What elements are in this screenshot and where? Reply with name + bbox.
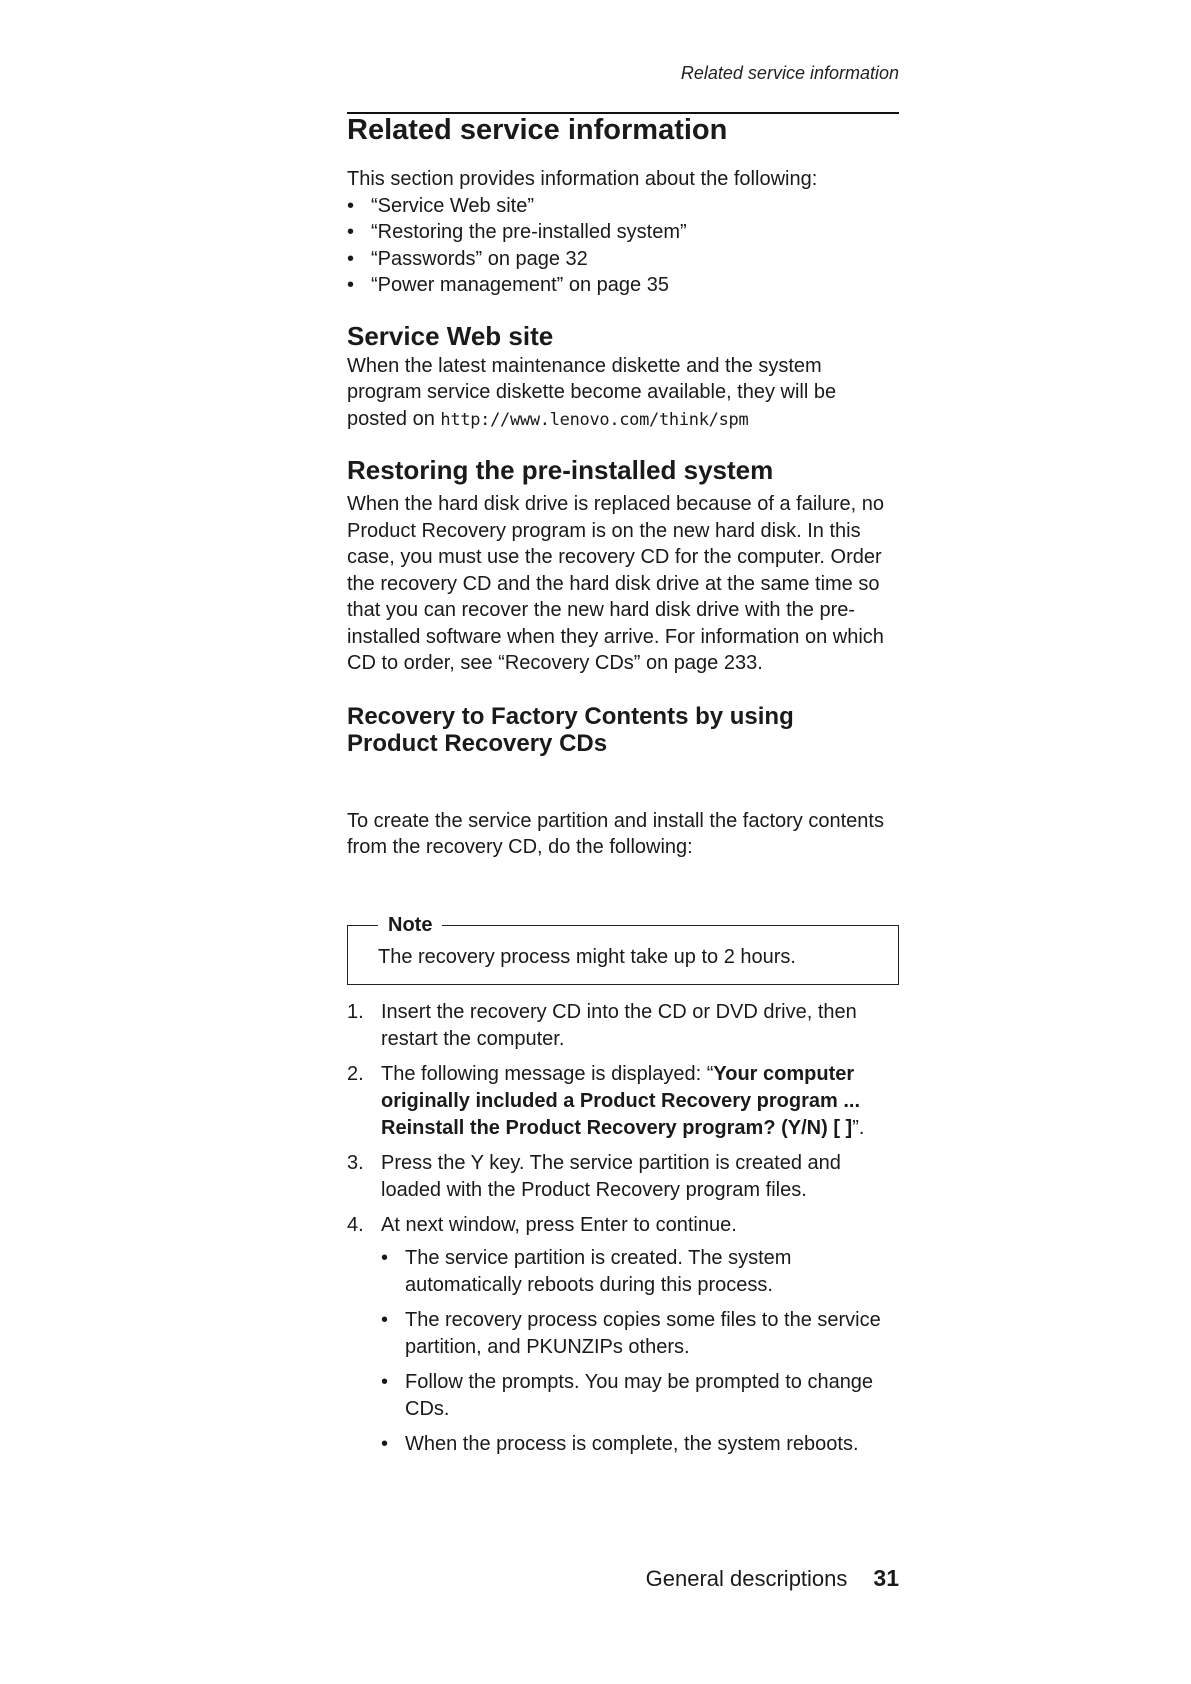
running-head: Related service information [680, 63, 899, 83]
note-box [347, 913, 899, 985]
recovery-heading-line2: Product Recovery CDs [347, 729, 608, 757]
step-text: Insert the recovery CD into the CD or DVD drive, then restart the computer. [381, 1000, 857, 1050]
recovery-heading-line1: Recovery to Factory Contents by using [347, 702, 794, 730]
subsection-heading-recovery [347, 703, 899, 757]
note-title: Note [378, 912, 442, 938]
list-item: • “Power management” on page 35 [347, 272, 899, 299]
service-web-site-body: When the latest maintenance diskette and the system program service diskette become available, they will be posted on [347, 354, 837, 430]
step-item [347, 1150, 899, 1204]
step-number: 2. [347, 1062, 364, 1085]
step-number: 4. [347, 1213, 364, 1236]
section-heading-restoring: Restoring the pre-installed system [347, 455, 774, 485]
step-text-post: ”. [852, 1116, 865, 1139]
page-footer [347, 1565, 899, 1592]
page-content [347, 116, 899, 1466]
section-heading-related-service: Related service information [347, 114, 728, 146]
recovery-steps [347, 999, 899, 1458]
step-message: Your computer originally included a Product Recovery program ... Reinstall the Product Recovery program? (Y/N) [ ] [381, 1062, 861, 1139]
topic-list [347, 193, 899, 299]
step-item [347, 999, 899, 1053]
note-text: The recovery process might take up to 2 hours. [378, 945, 796, 968]
step-number: 1. [347, 1000, 364, 1023]
step-number: 3. [347, 1151, 364, 1174]
step-text: Press the Y key. The service partition is created and loaded with the Product Recovery program files. [381, 1151, 841, 1201]
list-item: • “Restoring the pre-installed system” [347, 219, 899, 246]
list-item: • “Passwords” on page 32 [347, 246, 899, 273]
substep-list [381, 1245, 899, 1458]
section-heading-service-web-site: Service Web site [347, 320, 554, 351]
recovery-intro: To create the service partition and install the factory contents from the recovery CD, do the following: [347, 809, 884, 858]
substep-item: • When the process is complete, the system reboots. [381, 1431, 899, 1458]
step-item [347, 1061, 899, 1142]
substep-item: • The recovery process copies some files to the service partition, and PKUNZIPs others. [381, 1307, 899, 1361]
footer-label: General descriptions [645, 1566, 848, 1591]
service-url: http://www.lenovo.com/think/spm [440, 409, 749, 430]
step-item [347, 1212, 899, 1458]
step-text: At next window, press Enter to continue. [381, 1213, 737, 1236]
page-number: 31 [873, 1565, 899, 1591]
substep-item: • Follow the prompts. You may be prompted to change CDs. [381, 1369, 899, 1423]
restoring-text: When the hard disk drive is replaced because of a failure, no Product Recovery program is on the new hard disk. In this case, you must use the recovery CD for the computer. Order the recovery CD and the hard disk drive at the same time so that you can recover the new hard disk drive with the pre-installed software when they arrive. For information on which CD to order, see “Recovery CDs” on page 233. [347, 493, 884, 674]
list-item: • “Service Web site” [347, 193, 899, 220]
step-text-pre: The following message is displayed: “ [381, 1062, 714, 1085]
substep-item: • The service partition is created. The system automatically reboots during this process. [381, 1245, 899, 1299]
section-intro: This section provides information about the following: [347, 168, 818, 190]
service-web-site-text [347, 353, 899, 434]
